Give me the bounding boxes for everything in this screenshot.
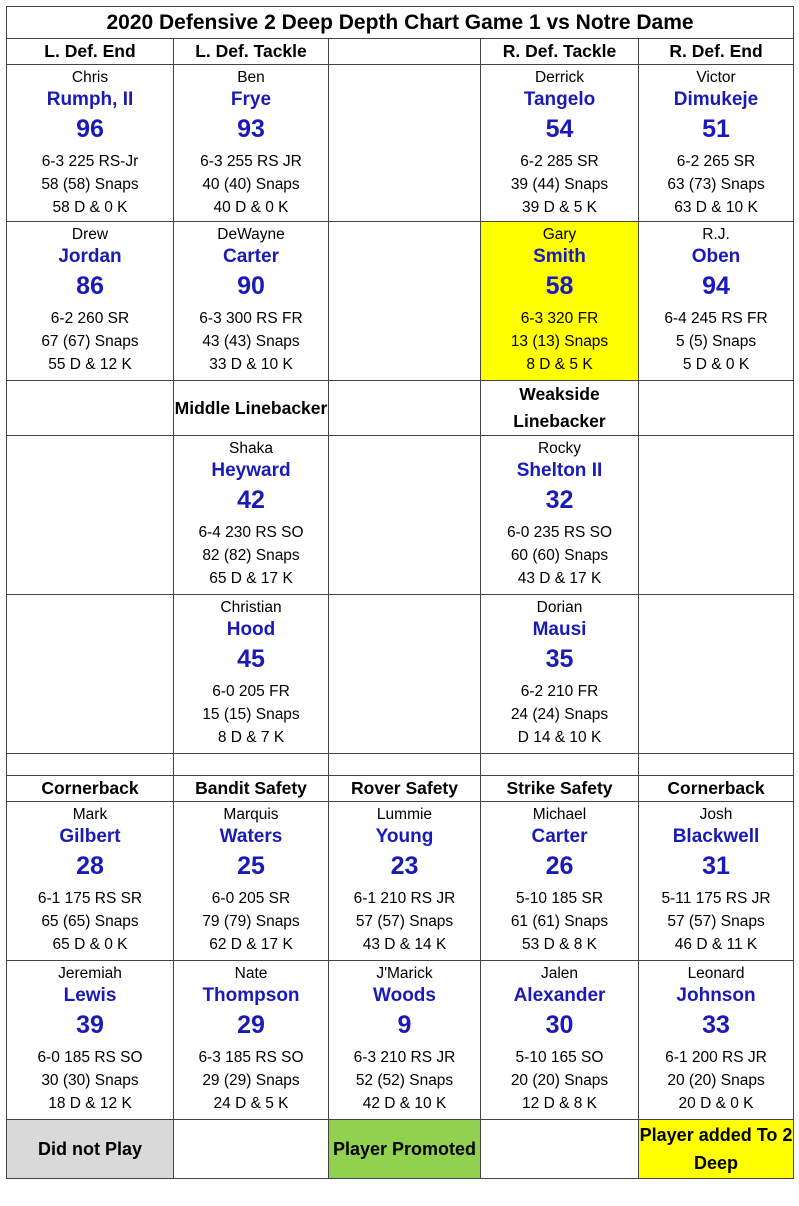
player-snap-split: 12 D & 8 K (522, 1095, 597, 1112)
player-snaps: 15 (15) Snaps (202, 706, 300, 723)
player-snap-split: D 14 & 10 K (517, 729, 602, 746)
position-header-middle-linebacker: Middle Linebacker (174, 381, 329, 436)
player-snap-split: 5 D & 0 K (682, 356, 750, 373)
player-last-name: Woods (373, 985, 436, 1006)
player-last-name: Carter (531, 826, 588, 847)
player-first-name: Rocky (537, 440, 582, 457)
player-number: 58 (545, 272, 574, 300)
position-header-bandit-safety: Bandit Safety (174, 776, 329, 802)
player-first-name: Mark (72, 806, 108, 823)
player-last-name: Gilbert (59, 826, 121, 847)
player-number: 30 (545, 1011, 574, 1039)
legend-player-promoted: Player Promoted (329, 1120, 481, 1179)
player-snaps: 57 (57) Snaps (667, 913, 765, 930)
player-snaps: 60 (60) Snaps (510, 547, 609, 564)
player-snaps: 43 (43) Snaps (202, 333, 300, 350)
player-card (7, 961, 174, 1120)
position-header-r-def-tackle: R. Def. Tackle (481, 39, 639, 65)
position-header-rover-safety: Rover Safety (329, 776, 481, 802)
player-measurables: 6-2 260 SR (50, 310, 130, 327)
player-last-name: Smith (533, 246, 586, 267)
player-number: 23 (390, 852, 419, 880)
player-first-name: Victor (696, 69, 736, 86)
empty-cell (7, 381, 174, 436)
empty-cell (481, 754, 639, 776)
player-first-name: Leonard (687, 965, 745, 982)
player-number: 32 (545, 486, 574, 514)
player-snaps: 24 (24) Snaps (510, 706, 609, 723)
empty-cell (7, 595, 174, 754)
player-number: 90 (237, 272, 265, 300)
player-measurables: 5-10 165 SO (515, 1049, 604, 1066)
player-snap-split: 43 D & 17 K (517, 570, 602, 587)
player-snaps: 61 (61) Snaps (510, 913, 609, 930)
empty-cell (639, 754, 794, 776)
player-last-name: Carter (223, 246, 279, 267)
player-snap-split: 33 D & 10 K (209, 356, 293, 373)
player-snap-split: 65 D & 17 K (209, 570, 293, 587)
position-header-l-def-tackle: L. Def. Tackle (174, 39, 329, 65)
chart-title: 2020 Defensive 2 Deep Depth Chart Game 1 vs Notre Dame (7, 7, 794, 39)
position-header-empty (329, 39, 481, 65)
secondary-position-header-row (7, 776, 794, 802)
player-last-name: Tangelo (523, 89, 596, 110)
player-snap-split: 39 D & 5 K (522, 199, 597, 216)
player-measurables: 5-10 185 SR (515, 890, 604, 907)
player-number: 51 (702, 115, 730, 143)
player-snap-split: 8 D & 5 K (526, 356, 593, 373)
player-card (7, 802, 174, 961)
player-card (481, 65, 639, 222)
player-last-name: Heyward (211, 460, 291, 481)
player-last-name: Hood (226, 619, 276, 640)
player-card (174, 961, 329, 1120)
position-header-strike-safety: Strike Safety (481, 776, 639, 802)
player-measurables: 6-1 175 RS SR (37, 890, 143, 907)
player-measurables: 6-2 285 SR (520, 153, 599, 170)
player-snap-split: 43 D & 14 K (362, 936, 447, 953)
player-first-name: Dorian (536, 599, 583, 616)
player-number: 96 (76, 115, 104, 143)
player-snaps: 39 (44) Snaps (510, 176, 609, 193)
player-first-name: Jalen (540, 965, 579, 982)
player-card (481, 802, 639, 961)
player-snap-split: 58 D & 0 K (52, 199, 128, 216)
player-card (481, 436, 639, 595)
player-last-name: Blackwell (672, 826, 760, 847)
empty-cell (329, 222, 481, 381)
player-snap-split: 20 D & 0 K (678, 1095, 754, 1112)
player-card (329, 802, 481, 961)
player-measurables: 6-1 200 RS JR (665, 1049, 767, 1066)
empty-cell (639, 595, 794, 754)
player-snap-split: 40 D & 0 K (213, 199, 289, 216)
player-measurables: 6-3 210 RS JR (353, 1049, 456, 1066)
player-snap-split: 24 D & 5 K (213, 1095, 289, 1112)
player-number: 35 (545, 645, 574, 673)
player-last-name: Young (375, 826, 434, 847)
empty-cell (329, 754, 481, 776)
empty-cell (639, 381, 794, 436)
player-first-name: Chris (71, 69, 109, 86)
player-measurables: 6-0 185 RS SO (37, 1049, 143, 1066)
player-measurables: 6-3 320 FR (520, 310, 599, 327)
empty-cell (7, 754, 174, 776)
player-first-name: J'Marick (376, 965, 433, 982)
player-first-name: Shaka (229, 440, 273, 457)
player-first-name: Josh (699, 806, 733, 823)
player-number: 39 (76, 1011, 104, 1039)
position-header-cornerback-right: Cornerback (639, 776, 794, 802)
player-first-name: DeWayne (217, 226, 285, 243)
player-measurables: 6-2 210 FR (520, 683, 599, 700)
player-card (7, 222, 174, 381)
player-number: 29 (237, 1011, 265, 1039)
player-card (174, 802, 329, 961)
player-card (639, 222, 794, 381)
position-header-cornerback-left: Cornerback (7, 776, 174, 802)
linebacker-starters-row (7, 436, 794, 595)
player-snap-split: 53 D & 8 K (522, 936, 597, 953)
player-number: 9 (397, 1011, 412, 1039)
player-snaps: 52 (52) Snaps (355, 1072, 454, 1089)
player-card (639, 802, 794, 961)
front-position-header-row (7, 39, 794, 65)
player-number: 31 (702, 852, 730, 880)
player-snaps: 5 (5) Snaps (675, 333, 757, 350)
player-first-name: Ben (237, 69, 265, 86)
empty-cell (329, 595, 481, 754)
player-card (481, 595, 639, 754)
player-first-name: Christian (220, 599, 282, 616)
legend-did-not-play: Did not Play (7, 1120, 174, 1179)
player-number: 28 (76, 852, 104, 880)
player-snaps: 29 (29) Snaps (202, 1072, 300, 1089)
player-snaps: 58 (58) Snaps (41, 176, 139, 193)
player-number: 93 (237, 115, 265, 143)
player-snaps: 65 (65) Snaps (41, 913, 139, 930)
empty-cell (639, 436, 794, 595)
player-measurables: 6-4 230 RS SO (198, 524, 304, 541)
player-number: 42 (237, 486, 265, 514)
player-measurables: 6-0 205 FR (212, 683, 290, 700)
player-last-name: Dimukeje (673, 89, 759, 110)
player-first-name: Gary (542, 226, 577, 243)
front-starters-row (7, 65, 794, 222)
player-number: 26 (545, 852, 574, 880)
player-last-name: Johnson (676, 985, 756, 1006)
empty-cell (329, 436, 481, 595)
player-card (481, 961, 639, 1120)
player-measurables: 6-0 235 RS SO (506, 524, 613, 541)
player-last-name: Shelton II (516, 460, 603, 481)
player-last-name: Waters (219, 826, 283, 847)
player-snaps: 67 (67) Snaps (41, 333, 139, 350)
player-snaps: 20 (20) Snaps (667, 1072, 765, 1089)
player-snaps: 57 (57) Snaps (355, 913, 454, 930)
player-snap-split: 63 D & 10 K (674, 199, 758, 216)
empty-cell (174, 1120, 329, 1179)
depth-chart-table (6, 6, 794, 1179)
player-card (174, 65, 329, 222)
player-snaps: 79 (79) Snaps (202, 913, 300, 930)
empty-cell (329, 381, 481, 436)
player-first-name: Derrick (534, 69, 585, 86)
player-last-name: Mausi (532, 619, 587, 640)
player-number: 25 (237, 852, 265, 880)
player-snaps: 30 (30) Snaps (41, 1072, 139, 1089)
player-number: 33 (702, 1011, 730, 1039)
player-snap-split: 8 D & 7 K (217, 729, 285, 746)
empty-cell (329, 65, 481, 222)
empty-cell (7, 436, 174, 595)
player-snap-split: 18 D & 12 K (48, 1095, 132, 1112)
linebacker-header-row (7, 381, 794, 436)
player-first-name: Nate (234, 965, 268, 982)
player-card (639, 961, 794, 1120)
position-header-weakside-linebacker: Weakside Linebacker (481, 381, 639, 436)
player-number: 45 (237, 645, 265, 673)
position-header-l-def-end: L. Def. End (7, 39, 174, 65)
player-last-name: Rumph, II (46, 89, 134, 110)
player-number: 86 (76, 272, 104, 300)
player-card-added (481, 222, 639, 381)
player-snaps: 40 (40) Snaps (202, 176, 300, 193)
player-last-name: Lewis (63, 985, 117, 1006)
player-first-name: Lummie (376, 806, 433, 823)
position-header-r-def-end: R. Def. End (639, 39, 794, 65)
player-snap-split: 55 D & 12 K (48, 356, 132, 373)
empty-cell (481, 1120, 639, 1179)
player-first-name: R.J. (702, 226, 730, 243)
player-first-name: Michael (532, 806, 587, 823)
player-measurables: 6-3 255 RS JR (200, 153, 302, 170)
player-snaps: 82 (82) Snaps (202, 547, 300, 564)
player-last-name: Frye (230, 89, 272, 110)
player-first-name: Marquis (223, 806, 279, 823)
player-measurables: 6-3 185 RS SO (198, 1049, 304, 1066)
player-snaps: 20 (20) Snaps (510, 1072, 609, 1089)
player-card (174, 436, 329, 595)
spacer-row (7, 754, 794, 776)
empty-cell (174, 754, 329, 776)
player-measurables: 6-0 205 SR (211, 890, 291, 907)
linebacker-backups-row (7, 595, 794, 754)
player-last-name: Alexander (513, 985, 606, 1006)
player-snap-split: 62 D & 17 K (209, 936, 293, 953)
player-snap-split: 42 D & 10 K (362, 1095, 447, 1112)
player-measurables: 6-2 265 SR (676, 153, 756, 170)
secondary-backups-row (7, 961, 794, 1120)
player-number: 94 (702, 272, 730, 300)
player-measurables: 6-4 245 RS FR (664, 310, 768, 327)
player-measurables: 6-3 300 RS FR (199, 310, 303, 327)
legend-player-added: Player added To 2 Deep (639, 1120, 794, 1179)
player-last-name: Thompson (202, 985, 300, 1006)
legend-row (7, 1120, 794, 1179)
player-snap-split: 46 D & 11 K (674, 936, 758, 953)
player-card (7, 65, 174, 222)
secondary-starters-row (7, 802, 794, 961)
player-snap-split: 65 D & 0 K (52, 936, 128, 953)
player-card (329, 961, 481, 1120)
player-card (174, 222, 329, 381)
player-last-name: Jordan (58, 246, 122, 267)
player-measurables: 6-3 225 RS-Jr (41, 153, 139, 170)
player-snaps: 13 (13) Snaps (510, 333, 609, 350)
player-measurables: 6-1 210 RS JR (353, 890, 456, 907)
player-last-name: Oben (691, 246, 741, 267)
player-number: 54 (545, 115, 574, 143)
player-measurables: 5-11 175 RS JR (661, 890, 771, 907)
player-first-name: Jeremiah (58, 965, 122, 982)
player-card (639, 65, 794, 222)
front-backups-row (7, 222, 794, 381)
player-snaps: 63 (73) Snaps (667, 176, 765, 193)
player-card (174, 595, 329, 754)
player-first-name: Drew (71, 226, 109, 243)
